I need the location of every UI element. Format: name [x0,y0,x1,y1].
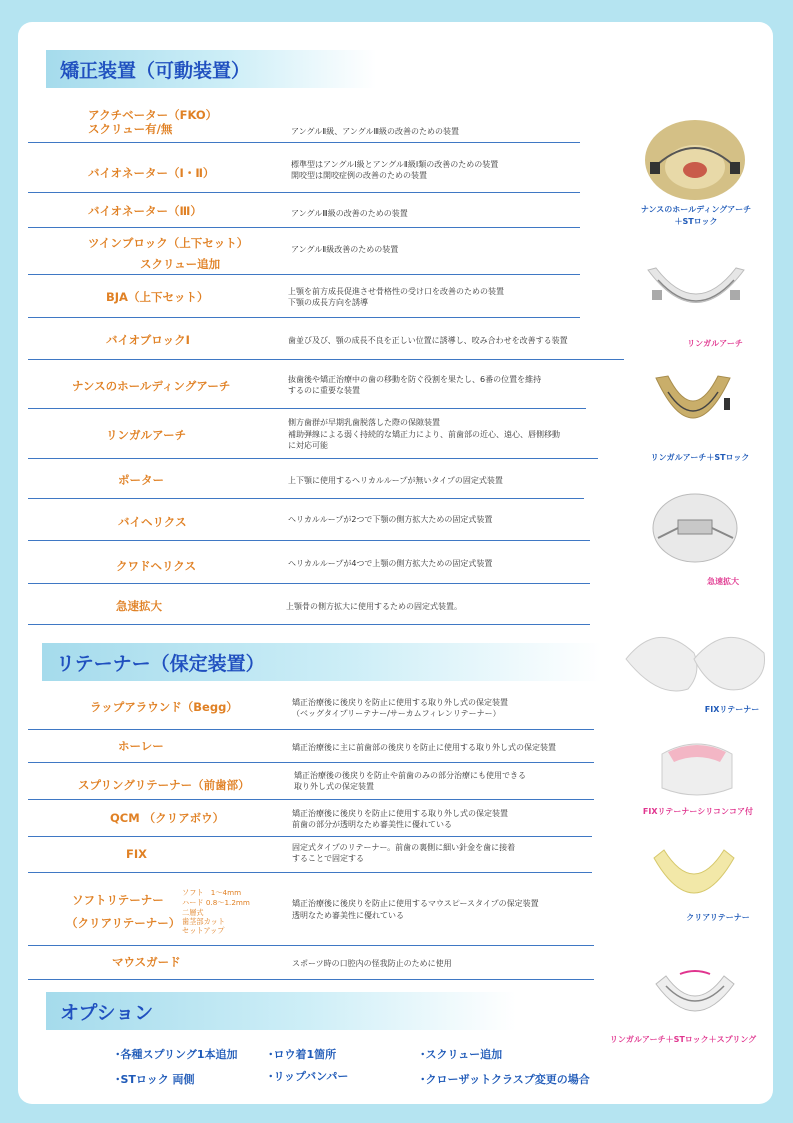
section-header-retainer [42,643,602,681]
photo-lingual-arch [640,260,752,335]
item-description: 上顎を前方成長促進させ骨格性の受け口を改善のための装置 [288,287,504,296]
item-description-2: 前歯の部分が透明なため審美性に優れている [292,820,452,829]
option-lip-bumper: ･リップバンパー [268,1070,349,1083]
item-name: FIX [126,847,148,861]
item-name: バイオネーター（Ⅲ） [88,204,202,218]
photo-lingual-st-lock [648,368,738,446]
section-title-options: オプション [60,1002,154,1024]
item-name: ラップアラウンド（Begg） [90,700,238,714]
photo-fix-silicone [656,738,738,800]
item-name: クワドヘリクス [116,559,197,573]
caption-nance: ナンスのホールディングアーチ [640,205,752,214]
item-name: ナンスのホールディングアーチ [72,379,231,393]
item-description: 上顎骨の側方拡大に使用するための固定式装置。 [286,602,462,611]
item-name: アクチベーター（FKO） [88,108,218,122]
item-description: 矯正治療後に後戻りを防止に使用するマウスピースタイプの保定装置 [292,899,539,908]
item-name: ホーレー [118,739,164,753]
item-description: 歯並び及び、顎の成長不良を正しい位置に誘導し、咬み合わせを改善する装置 [288,336,568,345]
caption-rapid: 急速拡大 [707,577,739,586]
caption-fix-silicone: FIXリテーナーシリコンコア付 [642,807,754,816]
item-description-2: 透明なため審美性に優れている [292,911,404,920]
section-header-options [46,992,516,1030]
item-name: ポーター [118,473,164,487]
option-st-lock: ･STロック 両側 [115,1073,195,1086]
soft-sub-1: ハード 0.8～1.2mm [182,898,250,907]
item-name: リンガルアーチ [106,428,187,442]
caption-nance-st: ＋STロック [674,217,718,226]
item-description: アングルⅢ級の改善のための装置 [291,209,408,218]
item-name: BJA（上下セット） [106,290,209,304]
item-description: 抜歯後や矯正治療中の歯の移動を防ぐ役割を果たし、6番の位置を維持 [288,375,542,384]
soft-sub-2: 二層式 [182,908,204,917]
caption-lingual-st: リンガルアーチ＋STロック [650,453,750,462]
item-name-sub: スクリュー有/無 [88,122,173,136]
soft-sub-4: セットアップ [182,926,225,935]
item-description-2: 取り外し式の保定装置 [294,782,374,791]
item-description: 上下顎に使用するヘリカルループが無いタイプの固定式装置 [288,476,503,485]
item-description-2: するのに重要な装置 [288,386,360,395]
item-description-2: 下顎の成長方向を誘導 [288,298,368,307]
item-description: スポーツ時の口腔内の怪我防止のために使用 [292,959,452,968]
photo-clear-retainer [648,838,740,908]
soft-sub-3: 歯茎部カット [182,917,226,926]
item-description: 矯正治療後に主に前歯部の後戻りを防止に使用する取り外し式の保定装置 [292,743,556,752]
caption-fix: FIXリテーナー [704,705,760,714]
section-title-retainer: リテーナー（保定装置） [56,653,265,675]
item-description: ヘリカルループが4つで上顎の側方拡大ための固定式装置 [288,559,493,568]
option-spring: ･各種スプリング1本追加 [115,1048,238,1061]
item-description: 矯正治療後に後戻りを防止に使用する取り外し式の保定装置 [292,698,508,707]
item-description-2: することで固定する [292,854,364,863]
item-name: バイヘリクス [118,515,187,529]
photo-rapid-expander [648,488,743,566]
item-description-2: 開咬型は開咬症例の改善のための装置 [291,171,427,180]
soft-sub-0: ソフト 1～4mm [182,888,242,897]
photo-nance-st-lock [640,112,750,202]
photo-lingual-spring [650,966,740,1028]
section-title-movable: 矯正装置（可動装置） [60,60,251,82]
item-description: 標準型はアングルⅠ級とアングルⅡ級Ⅰ類の改善のための装置 [291,160,499,169]
item-description: 矯正治療後の後戻りを防止や前歯のみの部分治療にも使用できる [294,771,526,780]
option-clasp: ･クローザットクラスプ変更の場合 [420,1073,590,1086]
item-description-3: に対応可能 [288,441,328,450]
item-description-2: 補助弾線による弱く持続的な矯正力により、前歯部の近心、遠心、唇側移動 [288,430,560,439]
item-name: QCM （クリアボウ） [110,811,225,825]
item-description-2: （ベッグタイプリーテナー/サーカムフィレンリテーナー） [292,709,501,718]
item-description: 固定式タイプのリテーナー。前歯の裏側に細い針金を歯に接着 [292,843,516,852]
photo-fix-retainer [622,623,768,695]
item-name: マウスガード [112,955,181,969]
item-name: バイオネーター（Ⅰ・Ⅱ） [88,166,215,180]
item-name: ツインブロック（上下セット） [88,236,249,250]
caption-lingual-arch: リンガルアーチ [687,339,743,348]
item-name: スプリングリテーナー（前歯部） [78,778,250,792]
section-header-movable [46,50,376,88]
item-name-sub: スクリュー追加 [140,257,221,271]
item-name-sub: （クリアリテーナー） [66,916,181,930]
caption-clear: クリアリテーナー [686,913,750,922]
item-description: 側方歯群が早期乳歯脱落した際の保隙装置 [288,418,440,427]
option-solder: ･ロウ着1箇所 [268,1048,337,1061]
item-name: 急速拡大 [116,599,162,613]
item-name: バイオブロックⅠ [106,333,190,347]
item-description: ヘリカルループが2つで下顎の側方拡大ための固定式装置 [288,515,493,524]
item-name: ソフトリテーナー [72,893,164,907]
caption-lingual-spring: リンガルアーチ＋STロック＋スプリング [609,1035,757,1044]
item-description: アングルⅡ級改善のための装置 [291,245,399,254]
item-description: アングルⅡ級、アングルⅢ級の改善のための装置 [291,127,460,136]
item-description: 矯正治療後に後戻りを防止に使用する取り外し式の保定装置 [292,809,508,818]
option-screw: ･スクリュー追加 [420,1048,503,1061]
